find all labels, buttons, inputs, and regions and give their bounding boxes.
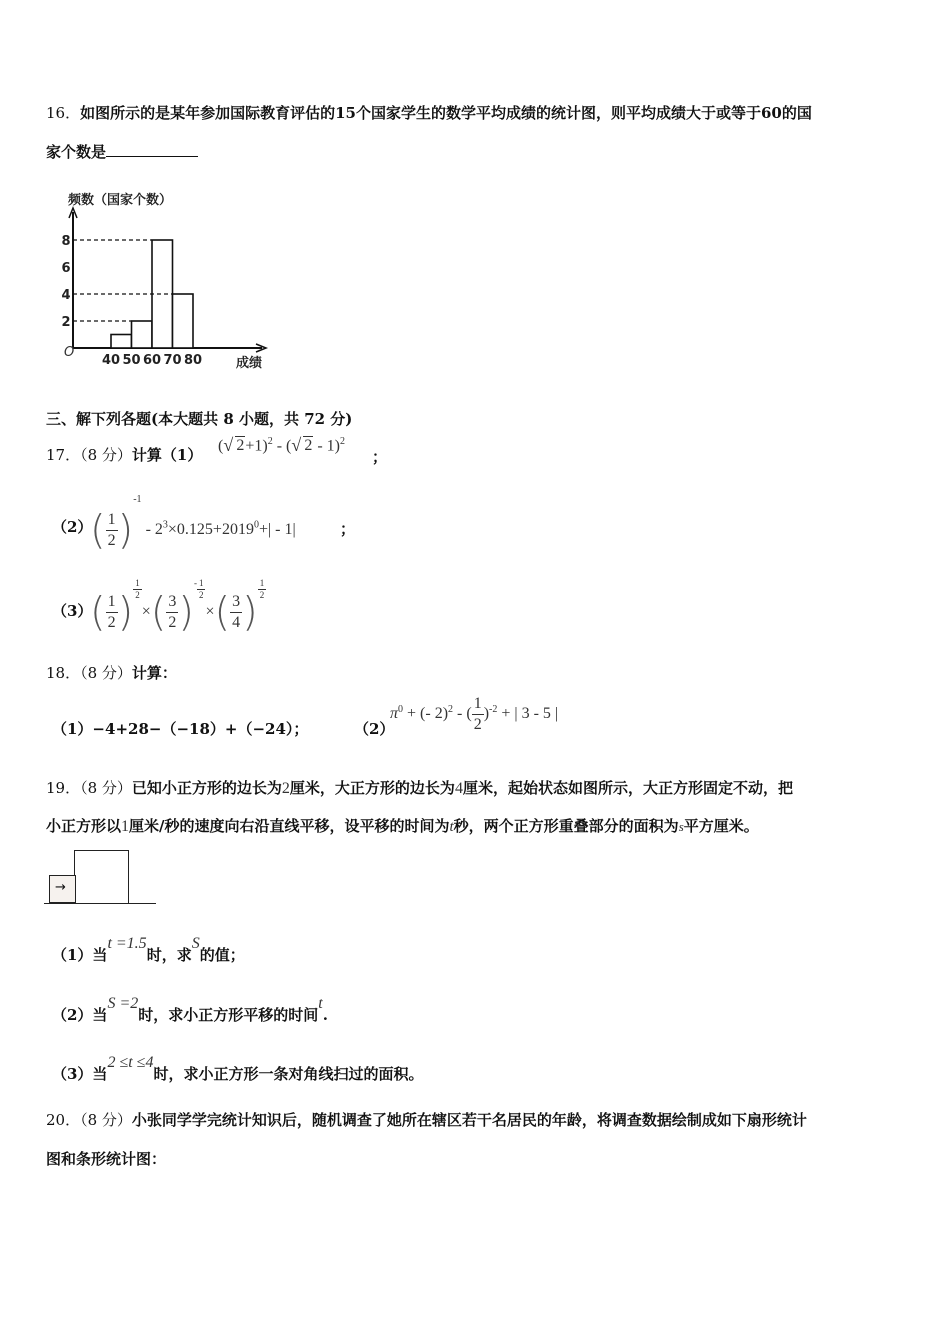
value: 2 bbox=[281, 780, 290, 797]
sqrt bbox=[223, 437, 245, 455]
q16-line1 bbox=[46, 102, 812, 123]
semicolon: ； bbox=[340, 520, 356, 538]
q19-number: 19． bbox=[46, 779, 81, 797]
fraction bbox=[106, 510, 118, 551]
x-axis-label: 成绩 bbox=[236, 356, 263, 371]
expr-part: +| - 1| bbox=[258, 521, 296, 538]
q18-p2-expression bbox=[390, 694, 558, 735]
text: 时，求小正方形平移的时间 bbox=[138, 1006, 319, 1024]
q20-points: （8 分） bbox=[80, 1111, 132, 1129]
text: （3）当 bbox=[52, 1065, 108, 1083]
y-tick-label: 4 bbox=[61, 288, 71, 303]
exponent: 0 bbox=[398, 703, 404, 715]
fraction bbox=[472, 694, 484, 735]
text: 平方厘米。 bbox=[683, 817, 759, 835]
paren: ( bbox=[90, 589, 106, 636]
q17-prompt: 计算 bbox=[131, 446, 162, 464]
numerator: 1 bbox=[259, 578, 265, 588]
text: 小正方形以 bbox=[46, 817, 122, 835]
histogram-bar bbox=[111, 335, 132, 349]
expr-part: + (- 2) bbox=[403, 705, 449, 723]
denominator: 2 bbox=[473, 716, 482, 733]
q18-prompt: 计算： bbox=[131, 664, 177, 682]
paren: ( bbox=[90, 507, 106, 554]
condition: 2 ≤t ≤4 bbox=[107, 1054, 154, 1071]
text: 厘米/秒的速度向右沿直线平移，设平移的时间为 bbox=[129, 817, 450, 835]
text: （1）当 bbox=[52, 946, 108, 964]
fraction bbox=[230, 592, 242, 633]
x-tick-label: 50 bbox=[122, 353, 141, 368]
text: . bbox=[322, 1006, 328, 1024]
text: 时，求小正方形一条对角线扫过的面积。 bbox=[153, 1065, 424, 1083]
histogram-bar bbox=[132, 321, 153, 348]
value: 1 bbox=[121, 818, 130, 835]
paren: ) bbox=[178, 589, 194, 636]
histogram-bar bbox=[173, 294, 194, 348]
denominator: 2 bbox=[107, 613, 116, 631]
squares-figure bbox=[44, 848, 156, 908]
text: （2）当 bbox=[52, 1006, 108, 1024]
condition: t =1.5 bbox=[107, 935, 147, 952]
var-t: t bbox=[449, 819, 454, 835]
q20-line2: 图和条形统计图： bbox=[46, 1150, 167, 1168]
q20-number: 20． bbox=[46, 1111, 81, 1129]
histogram-bar bbox=[152, 240, 173, 348]
q17-p3-label: （3） bbox=[52, 602, 93, 620]
q16-number: 16． bbox=[46, 104, 81, 122]
fraction bbox=[166, 592, 178, 633]
q16-text-line1: 如图所示的是某年参加国际教育评估的15个国家学生的数学平均成绩的统计图，则平均成绩大于或等于60的国 bbox=[80, 104, 812, 122]
y-tick-label: 6 bbox=[61, 261, 71, 276]
q17-number: 17． bbox=[46, 446, 81, 464]
q19-line1 bbox=[46, 777, 793, 798]
q17-p2-expression bbox=[90, 494, 296, 554]
q20-line1 bbox=[46, 1109, 807, 1130]
text: 时，求 bbox=[146, 946, 192, 964]
q17-p1-label: （1） bbox=[161, 446, 203, 464]
numerator: 1 bbox=[135, 578, 140, 588]
x-tick-label: 70 bbox=[163, 353, 182, 368]
paren: ( bbox=[214, 589, 231, 636]
exponent-sign: - bbox=[193, 578, 197, 588]
q17-p1-expression bbox=[218, 436, 345, 455]
radicand: 2 bbox=[236, 437, 245, 455]
exponent: 2 bbox=[340, 436, 345, 447]
numerator: 3 bbox=[166, 592, 178, 613]
times: × bbox=[205, 603, 215, 620]
expr-part: - 1) bbox=[313, 437, 340, 455]
text: 厘米，大正方形的边长为 bbox=[289, 779, 455, 797]
value: 4 bbox=[454, 780, 463, 797]
fraction bbox=[106, 592, 118, 633]
denominator: 2 bbox=[198, 590, 204, 600]
y-tick-label: 2 bbox=[61, 315, 71, 330]
exponent-fraction bbox=[133, 578, 142, 601]
expr-part: + | 3 - 5 | bbox=[497, 705, 559, 723]
q18-p2-label: （2） bbox=[354, 720, 395, 738]
big-square bbox=[74, 850, 129, 904]
paren: ) bbox=[117, 507, 134, 554]
q18-header bbox=[46, 662, 177, 683]
numerator: 3 bbox=[230, 592, 242, 613]
x-tick-label: 60 bbox=[142, 353, 162, 368]
q19-p2 bbox=[52, 995, 328, 1025]
expr-part: ×0.125+2019 bbox=[167, 521, 254, 538]
denominator: 2 bbox=[107, 531, 116, 549]
condition: S =2 bbox=[107, 995, 139, 1012]
expr-part: - ( bbox=[453, 705, 472, 723]
q16-line2 bbox=[46, 141, 198, 162]
numerator: 1 bbox=[472, 694, 484, 715]
section-title: 三、解下列各题(本大题共 8 小题，共 72 分) bbox=[46, 410, 353, 428]
paren-open: ( bbox=[218, 437, 224, 455]
expr-part: - 2 bbox=[141, 521, 163, 538]
exponent: 2 bbox=[267, 436, 273, 447]
histogram-chart bbox=[40, 186, 280, 386]
expr-part: +1) bbox=[245, 437, 268, 455]
exponent: 2 bbox=[448, 703, 454, 715]
exponent: 0 bbox=[253, 519, 259, 531]
text: 已知小正方形的边长为 bbox=[131, 779, 282, 797]
text: 秒，两个正方形重叠部分的面积为 bbox=[453, 817, 679, 835]
q17-p2-label: （2） bbox=[52, 518, 93, 536]
q17-p3-expression bbox=[90, 578, 266, 636]
var-S: S bbox=[191, 935, 200, 952]
exponent-fraction bbox=[197, 578, 206, 601]
y-tick-label: 8 bbox=[61, 234, 71, 249]
q17-header bbox=[46, 444, 202, 465]
small-square bbox=[49, 875, 76, 903]
exponent: -1 bbox=[133, 494, 142, 505]
pi: π bbox=[390, 705, 399, 723]
times: × bbox=[141, 603, 151, 620]
q18-number: 18． bbox=[46, 664, 81, 682]
y-axis-label: 频数（国家个数） bbox=[68, 193, 173, 208]
text: 的值； bbox=[199, 946, 245, 964]
exponent: 3 bbox=[162, 519, 168, 531]
q19-p3 bbox=[52, 1054, 424, 1084]
text: 小张同学学完统计知识后，随机调查了她所在辖区若干名居民的年龄，将调查数据绘制成如下扇形统计 bbox=[131, 1111, 807, 1129]
numerator: 1 bbox=[106, 510, 118, 531]
denominator: 4 bbox=[232, 613, 241, 631]
text: 厘米，起始状态如图所示，大正方形固定不动，把 bbox=[462, 779, 793, 797]
q17-points: （8 分） bbox=[80, 446, 132, 464]
answer-blank[interactable] bbox=[106, 142, 198, 157]
expr-part: - ( bbox=[272, 437, 292, 455]
var-s: s bbox=[678, 819, 684, 834]
x-tick-label: 40 bbox=[101, 353, 121, 368]
denominator: 2 bbox=[135, 590, 140, 600]
var-t: t bbox=[318, 995, 323, 1012]
semicolon: ； bbox=[372, 448, 388, 466]
denominator: 2 bbox=[259, 590, 265, 600]
exponent-fraction bbox=[258, 578, 267, 601]
paren: ) bbox=[242, 589, 258, 636]
paren: ) bbox=[117, 589, 134, 636]
radicand: 2 bbox=[304, 437, 313, 455]
q19-line2 bbox=[46, 815, 759, 836]
expr-part: ) bbox=[483, 705, 490, 723]
denominator: 2 bbox=[168, 613, 177, 631]
q18-p1: （1）−4+28−（−18）+（−24）； bbox=[52, 720, 309, 738]
right-arrow-icon: → bbox=[55, 880, 66, 895]
exponent: -2 bbox=[489, 703, 498, 715]
q19-p1 bbox=[52, 935, 245, 965]
paren: ( bbox=[150, 589, 167, 636]
origin-label: O bbox=[64, 345, 75, 360]
q18-points: （8 分） bbox=[80, 664, 132, 682]
numerator: 1 bbox=[106, 592, 118, 613]
q19-points: （8 分） bbox=[80, 779, 132, 797]
q16-text-line2: 家个数是 bbox=[46, 143, 107, 161]
x-tick-label: 80 bbox=[183, 353, 203, 368]
sqrt bbox=[291, 437, 313, 455]
numerator: 1 bbox=[198, 578, 204, 588]
ground-line bbox=[44, 903, 156, 904]
